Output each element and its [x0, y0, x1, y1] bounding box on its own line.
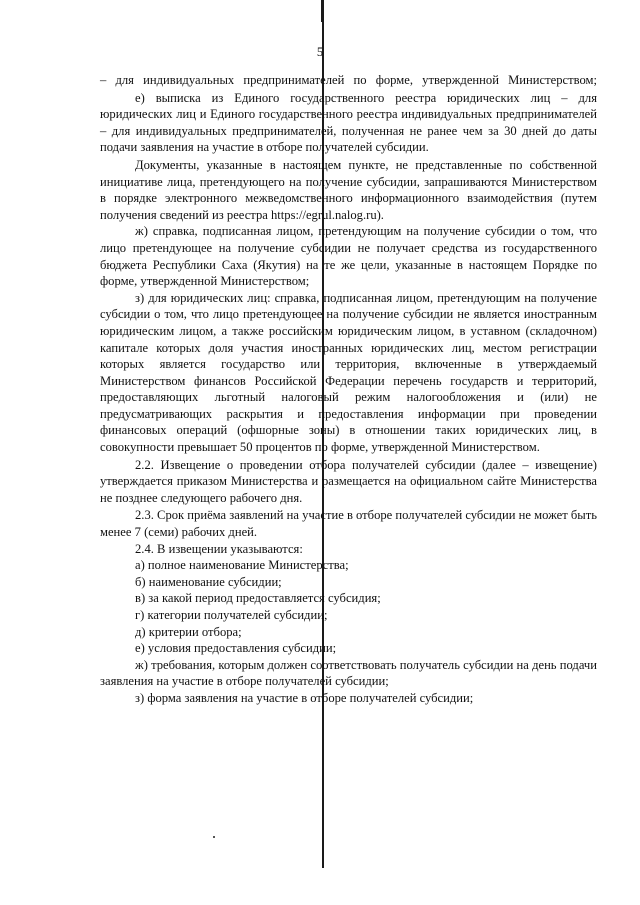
list-item-g: г) категории получателей субсидии;	[135, 608, 328, 622]
paragraph-2-3-deadline: 2.3. Срок приёма заявлений на участие в отборе получателей субсидии не может быть менее 7 (семи) рабочих дней.	[100, 508, 597, 540]
list-item-d: д) критерии отбора;	[135, 624, 242, 639]
document-body	[100, 72, 597, 707]
list-item-z: з) форма заявления на участие в отборе получателей субсидии;	[135, 690, 474, 705]
paragraph-item-z-legal-entities: з) для юридических лиц: справка, подписанная лицом, претендующим на получение субсидии о том, что лицо претендующее на получение субсидии не является иностранным юридическим лицом, а также российским юридическим лицом, в уставном (складочном) капитале которых доля участия иностранных юридических лиц, местом регистрации которых является государство или территория, включенные в утверждаемый Министерством финансов Российской Федерации перечень государств и территорий, предоставляющих льготный налоговый режим налогообложения и (или) не предусматривающих раскрытия и предоставления информации при проведении финансовых операций (офшорные зоны) в отношении таких юридических лиц, в совокупности превышает 50 процентов по форме, утвержденной Министерством.	[100, 290, 597, 455]
paragraph-item-zh-certificate: ж) справка, подписанная лицом, претендующим на получение субсидии о том, что лицо претендующее на получение субсидии не получает средства из государственного бюджета Республики Саха (Якутия) на те же цели, указанные в настоящем Порядке по форме, утвержденной Министерством;	[100, 224, 597, 289]
list-item-e: е) условия предоставления субсидии;	[135, 641, 337, 656]
scan-dot	[213, 836, 215, 838]
paragraph-item-e-extract: е) выписка из Единого государственного реестра юридических лиц – для юридических лиц и Единого государственного реестра индивидуальных предпринимателей – для индивидуальных предпринимателей, полученная не ранее чем за 30 дней до даты подачи заявления на участие в отборе получателей субсидии.	[100, 90, 597, 155]
list-item-a: а) полное наименование Министерства;	[135, 558, 349, 573]
paragraph-entrepreneurs-form: – для индивидуальных предпринимателей по форме, утвержденной Министерством;	[100, 73, 597, 87]
paragraph-2-4-notice-contents: 2.4. В извещении указываются:	[135, 541, 303, 556]
list-item-b: б) наименование субсидии;	[135, 574, 282, 589]
list-item-v: в) за какой период предоставляется субсидия;	[135, 591, 381, 606]
list-item-zh: ж) требования, которым должен соответствовать получатель субсидии на день подачи заявления на участие в отборе получателей субсидии;	[100, 657, 597, 689]
page-number: 5	[316, 45, 324, 59]
paragraph-documents-requested: Документы, указанные в настоящем пункте, не представленные по собственной инициативе лица, претендующего на получение субсидии, запрашиваются Министерством в порядке электронного межведомственного информационного взаимодействия (путем получения сведений из реестра https://egrul.nalog.ru).	[100, 157, 597, 222]
paragraph-2-2-notice: 2.2. Извещение о проведении отбора получателей субсидии (далее – извещение) утверждается приказом Министерства и размещается на официальном сайте Министерства не позднее следующего рабочего дня.	[100, 457, 597, 505]
